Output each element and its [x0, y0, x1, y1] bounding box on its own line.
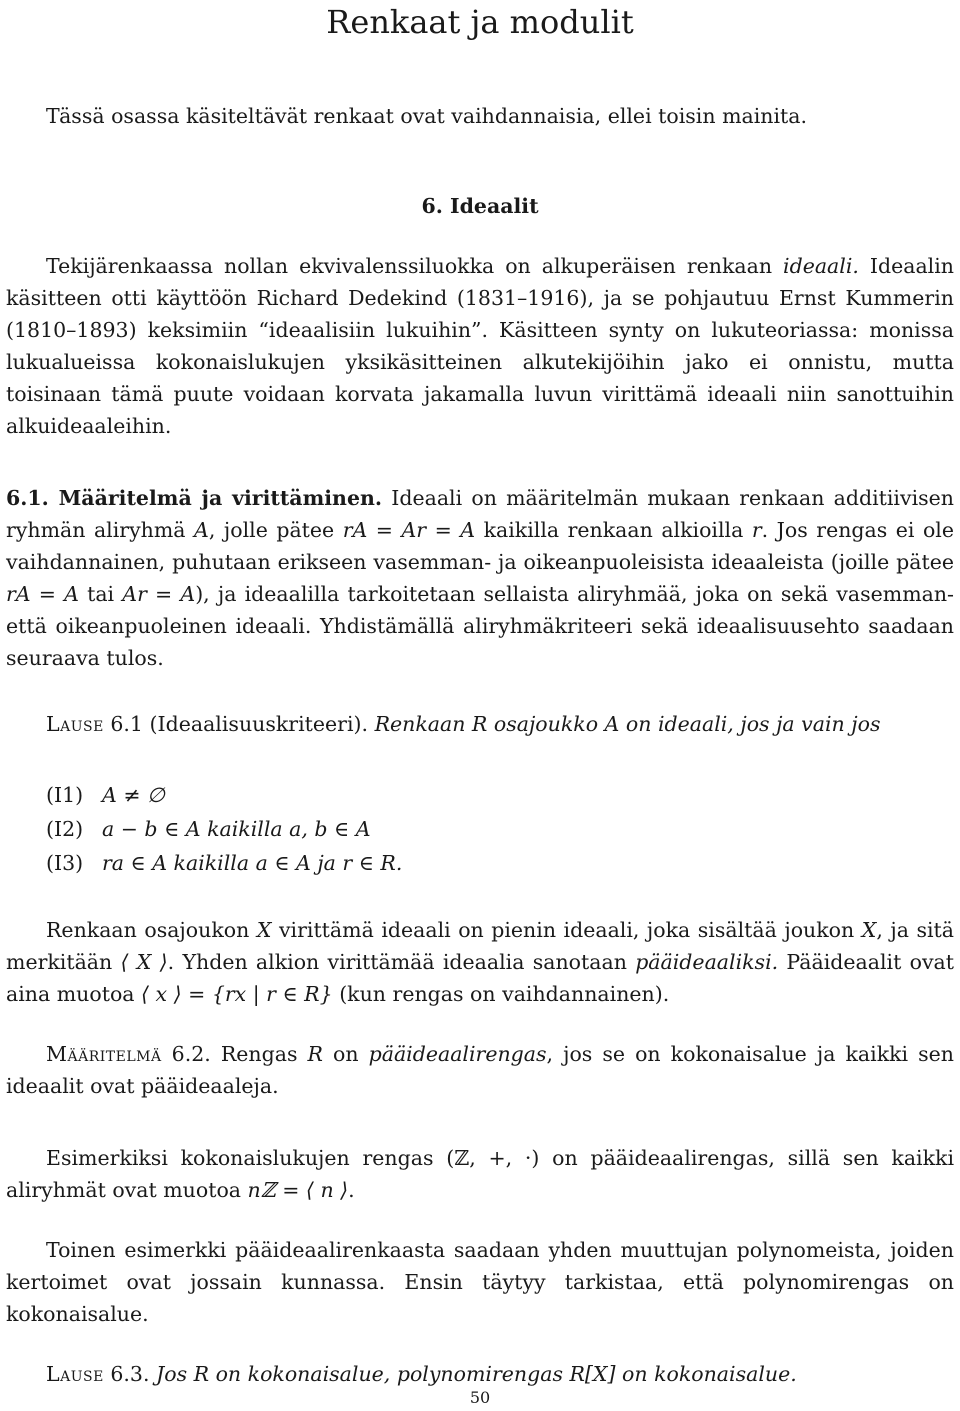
theorem-6-3 — [6, 1358, 954, 1390]
text-run: Tekijärenkaassa nollan ekvivalenssiluokka on alkuperäisen renkaan — [46, 254, 784, 278]
text-run: Ideaalin käsitteen otti käyttöön Richard Dedekind (1831–1916), ja se pohjautuu Ernst Kummerin (1810–1893) keksimiin “ideaalisiin lukuihin”. Käsitteen synty on lukuteoriassa: monissa lukualueissa kokonaislukujen yksikäsitteinen alkutekijöihin jako ei onnistu, mutta toisinaan tämä puute voidaan korvata jakamalla luvun virittämä ideaali niin sanottuihin alkuideaaleihin. — [6, 254, 955, 438]
page-number: 50 — [469, 1388, 491, 1407]
math-var: X — [256, 918, 272, 942]
theorem-number: 6.1 — [110, 712, 143, 736]
text-run: , jos se on kokonaisalue ja kaikki sen ideaalit ovat pääideaaleja. — [6, 1042, 954, 1098]
emphasis-term: ideaali. — [783, 254, 859, 278]
theorem-statement: Jos R on kokonaisalue, polynomirengas R[X] on kokonaisalue. — [156, 1362, 797, 1386]
emphasis-term: pääideaalirengas — [368, 1042, 547, 1066]
emphasis-term: pääideaaliksi. — [635, 950, 779, 974]
condition-item — [46, 812, 954, 846]
text-run: . Jos rengas ei ole vaihdannainen, puhutaan erikseen vasemman- ja oikeanpuoleisista ideaaleista (joille pätee — [6, 518, 954, 574]
condition-label: (I2) — [46, 817, 84, 841]
text-run: . — [348, 1178, 355, 1202]
section-heading — [6, 190, 954, 222]
theorem-statement: Renkaan R osajoukko A on ideaali, jos ja vain jos — [374, 712, 881, 736]
math-formula: (ℤ, +, ·) — [446, 1146, 540, 1170]
text-run: Esimerkiksi kokonaislukujen rengas — [46, 1146, 447, 1170]
text-run: ), ja ideaalilla tarkoitetaan sellaista aliryhmää, joka on sekä vasemman- että oikeanpuoleinen ideaali. Yhdistämällä aliryhmäkriteeri sekä ideaalisuusehto saadaan seuraava tulos. — [6, 582, 954, 670]
definition-6-2 — [6, 1038, 954, 1102]
math-formula: ⟨ x ⟩ = {rx | r ∈ R} — [141, 982, 333, 1006]
math-formula: ⟨ X ⟩ — [120, 950, 168, 974]
paragraph-example-polynomials: Toinen esimerkki pääideaalirenkaasta saadaan yhden muuttujan polynomeista, joiden kertoimet ovat jossain kunnassa. Ensin täytyy tarkistaa, että polynomirengas on kokonaisalue. — [6, 1238, 954, 1326]
subsection-heading: 6.1. Määritelmä ja virittäminen. — [6, 486, 383, 510]
math-formula: rA = Ar = A — [342, 518, 476, 542]
paragraph-example-integers — [6, 1142, 954, 1206]
document-page — [6, 0, 954, 1390]
condition-text: ra ∈ A kaikilla a ∈ A ja r ∈ R. — [102, 851, 403, 875]
text-run: kaikilla renkaan alkioilla — [475, 518, 752, 542]
definition-label: Määritelmä — [46, 1042, 162, 1066]
paragraph-ideal-history — [6, 250, 954, 442]
definition-number: 6.2. — [171, 1042, 211, 1066]
condition-text: A ≠ ∅ — [102, 783, 165, 807]
condition-label: (I3) — [46, 851, 84, 875]
text-run: , ja sitä merkitään — [6, 918, 954, 974]
math-formula: rA = A — [6, 582, 79, 606]
math-var: A — [194, 518, 209, 542]
intro-paragraph: Tässä osassa käsiteltävät renkaat ovat vaihdannaisia, ellei toisin mainita. — [46, 104, 808, 128]
theorem-name: (Ideaalisuuskriteeri). — [149, 712, 369, 736]
chapter-title: Renkaat ja modulit — [326, 3, 634, 41]
text-run: , jolle pätee — [208, 518, 343, 542]
condition-label: (I1) — [46, 783, 84, 807]
text-run: Rengas — [210, 1042, 308, 1066]
paragraph-generated-ideal — [6, 914, 954, 1010]
theorem-6-1 — [6, 708, 954, 740]
definition-6-1 — [6, 482, 954, 674]
math-formula: nℤ = ⟨ n ⟩ — [247, 1178, 349, 1202]
section-number: 6. — [421, 194, 443, 218]
text-run: Ideaali on määritelmän mukaan renkaan additiivisen ryhmän aliryhmä — [6, 486, 954, 542]
theorem-number: 6.3. — [110, 1362, 150, 1386]
math-formula: Ar = A — [122, 582, 196, 606]
math-var: r — [751, 518, 762, 542]
ideal-conditions-list — [46, 778, 954, 880]
text-run: on — [322, 1042, 369, 1066]
text-run: virittämä ideaali on pienin ideaali, joka sisältää joukon — [271, 918, 862, 942]
theorem-label: Lause — [46, 712, 104, 736]
section-name: Ideaalit — [449, 194, 539, 218]
math-var: R — [307, 1042, 323, 1066]
condition-item — [46, 846, 954, 880]
condition-item — [46, 778, 954, 812]
text-run: on pääideaalirengas, sillä sen kaikki aliryhmät ovat muotoa — [6, 1146, 955, 1202]
text-run: tai — [78, 582, 123, 606]
text-run: . Yhden alkion virittämää ideaalia sanotaan — [167, 950, 636, 974]
text-run: Pääideaalit ovat aina muotoa — [6, 950, 955, 1006]
condition-text: a − b ∈ A kaikilla a, b ∈ A — [102, 817, 371, 841]
text-run: Renkaan osajoukon — [46, 918, 257, 942]
theorem-label: Lause — [46, 1362, 104, 1386]
math-var: X — [861, 918, 877, 942]
text-run: (kun rengas on vaihdannainen). — [332, 982, 670, 1006]
